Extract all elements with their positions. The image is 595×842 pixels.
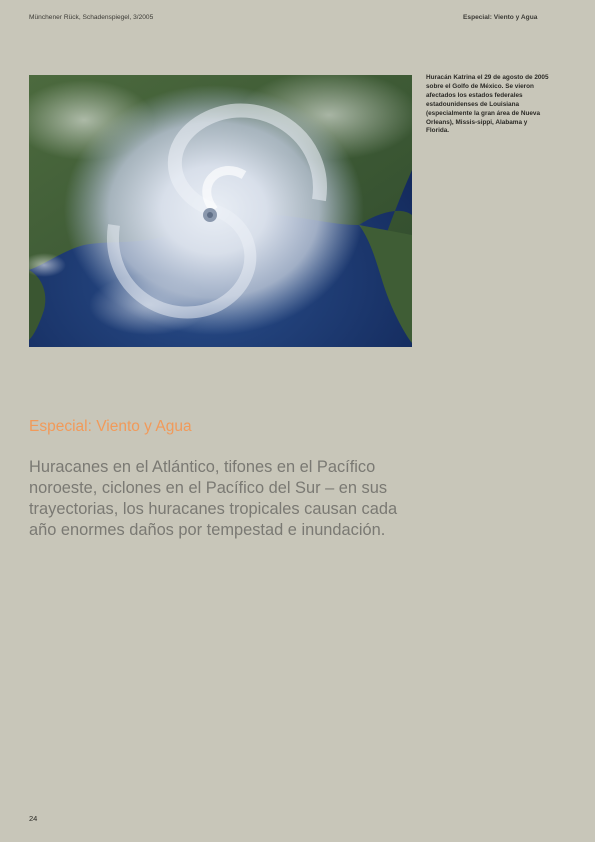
satellite-photo-illustration [29,75,412,347]
section-title: Especial: Viento y Agua [29,418,192,435]
running-header-left: Münchener Rück, Schadenspiegel, 3/2005 [29,14,154,21]
intro-paragraph: Huracanes en el Atlántico, tifones en el Pacífico noroeste, ciclones en el Pacífico del Sur – en sus trayectorias, los huracanes tropicales causan cada año enormes daños por tempestad e inundación. [29,458,398,539]
photo-caption: Huracán Katrina el 29 de agosto de 2005 sobre el Golfo de México. Se vieron afectados los estados federales estadounidenses de Louisiana (especialmente la gran área de Nueva Orleans), Missis-sippi, Alabama y Florida. [426,74,549,135]
page-number: 24 [29,814,38,823]
running-header-right: Especial: Viento y Agua [463,14,538,21]
hurricane-satellite-image [29,75,412,347]
